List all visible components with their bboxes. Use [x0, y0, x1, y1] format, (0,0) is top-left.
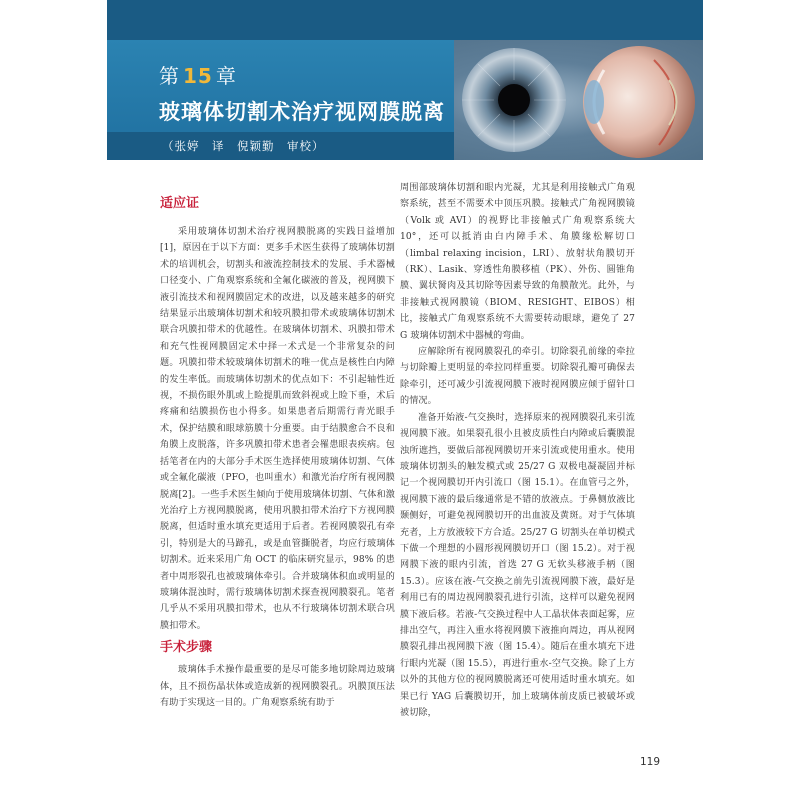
- chapter-label: 第 15 章: [159, 64, 237, 88]
- right-paragraph-1: 周围部玻璃体切割和眼内光凝，尤其是利用接触式广角观察系统，甚至不需要术中顶压巩膜。接触式广角视网膜镜（Volk 或 AVI）的视野比非接触式广角观察系统大 10°，还可以抵消由白内障手术、角膜缘松解切口（limbal relaxing incision，LRI）、放射状角膜切开（RK）、Lasik、穿透性角膜移植（PK）、外伤、圆锥角膜、翼状胬肉及其切除等因素导致的角膜散光。此外，与非接触式视网膜镜（BIOM、RESIGHT、EIBOS）相比，接触式广角观察系统不大需要转动眼球，避免了 27 G 玻璃体切割术中器械的弯曲。: [400, 183, 635, 341]
- indications-paragraph: 采用玻璃体切割术治疗视网膜脱离的实践日益增加[1]，原因在于以下方面：更多手术医生获得了玻璃体切割术的培训机会，切割头和液流控制技术的发展、手术器械口径变小、广角观察系统和全氟化碳液的普及，视网膜下液引流技术和视网膜固定术的改进，以及越来越多的研究结果显示出玻璃体切割术和较巩膜扣带术或玻璃体切割术联合巩膜扣带术的优越性。在玻璃体切割术、巩膜扣带术和充气性视网膜固定术中择一术式是一个非常复杂的问题。巩膜扣带术较玻璃体切割术的唯一优点是核性白内障的发生率低。而玻璃体切割术的优点如下：不引起轴性近视，不损伤眼外肌或上睑提肌而致斜视或上睑下垂，术后疼痛和结膜损伤也小得多。如果患者后期需行青光眼手术，保护结膜和眼球筋膜十分重要。由于结膜愈合不良和角膜上皮脱落，许多巩膜扣带术患者会罹患眼表疾病。包括笔者在内的大部分手术医生选择使用玻璃体切割、气体或全氟化碳液（PFO，也叫重水）和激光治疗所有视网膜脱离[2]。一些手术医生倾向于使用玻璃体切割、气体和激光治疗上方视网膜脱离，使用巩膜扣带术治疗下方视网膜脱离，但适时重水填充更适用于后者。若视网膜裂孔有牵引，特别是大的马蹄孔，或是血管撕脱者，均应行玻璃体切割术。近来采用广角 OCT 的临床研究显示，98% 的患者中周形裂孔也被玻璃体牵引。合并玻璃体积血或明显的玻璃体混浊时，需行玻璃体切割术探查视网膜裂孔。笔者几乎从不采用巩膜扣带术，也从不行玻璃体切割术联合巩膜扣带术。: [160, 227, 395, 631]
- chapter-number: 15: [183, 64, 213, 88]
- left-column: [160, 196, 395, 711]
- credit-bar: [107, 132, 454, 160]
- right-paragraph-2: 应解除所有视网膜裂孔的牵引。切除裂孔前缘的牵拉与切除瓣上更明显的牵拉同样重要。切除裂孔瓣可确保去除牵引，还可减少引流视网膜下液时视网膜应倾于留针口的情况。: [400, 347, 635, 407]
- section-title-indications: 适应证: [160, 196, 200, 211]
- translator-credit: （张婷 译 倪颖勤 审校）: [162, 139, 325, 153]
- page-number: 119: [640, 756, 661, 768]
- top-color-strip: [107, 0, 703, 40]
- eye-photo: [454, 40, 703, 160]
- procedure-paragraph: 玻璃体手术操作最重要的是尽可能多地切除周边玻璃体，且不损伤晶状体或造成新的视网膜裂孔。巩膜顶压法有助于实现这一目的。广角观察系统有助于: [160, 665, 395, 708]
- right-paragraph-3: 准备开始液-气交换时，选择原来的视网膜裂孔来引流视网膜下液。如果裂孔很小且被皮质性白内障或后囊膜混浊所遮挡，要做后部视网膜切开来引流或使用重水。使用玻璃体切割头的触发模式或 25/27 G 双极电凝凝固并标记一个视网膜切开内引流口（图 15.1）。在血管弓之外，视网膜下液的最后缘通常是不错的放液点。于鼻侧放液比颞侧好，可避免视网膜切开的出血波及黄斑。对于气体填充者，上方放液较下方合适。25/27 G 切割头在单切模式下做一个理想的小圆形视网膜切开口（图 15.2）。对于视网膜下液的眼内引流，首选 27 G 无软头移液手柄（图 15.3）。应该在液-气交换之前先引流视网膜下液，最好是利用已有的周边视网膜裂孔进行引流，这样可以避免视网膜下液后移。若液-气交换过程中人工晶状体表面起雾，应排出空气，再注入重水将视网膜下液推向周边，再从视网膜裂孔排出视网膜下液（图 15.4）。随后在重水填充下进行眼内光凝（图 15.5），再进行重水-空气交换。除了上方以外的其他方位的视网膜脱离还可使用适时重水填充。如果已行 YAG 后囊膜切开，加上玻璃体前皮质已被破坏或被切除，: [400, 412, 635, 718]
- right-column: [400, 180, 635, 721]
- eye-illustration-icon: [454, 40, 703, 160]
- chapter-title: 玻璃体切割术治疗视网膜脱离: [159, 100, 445, 124]
- section-title-procedure: 手术步骤: [160, 640, 213, 656]
